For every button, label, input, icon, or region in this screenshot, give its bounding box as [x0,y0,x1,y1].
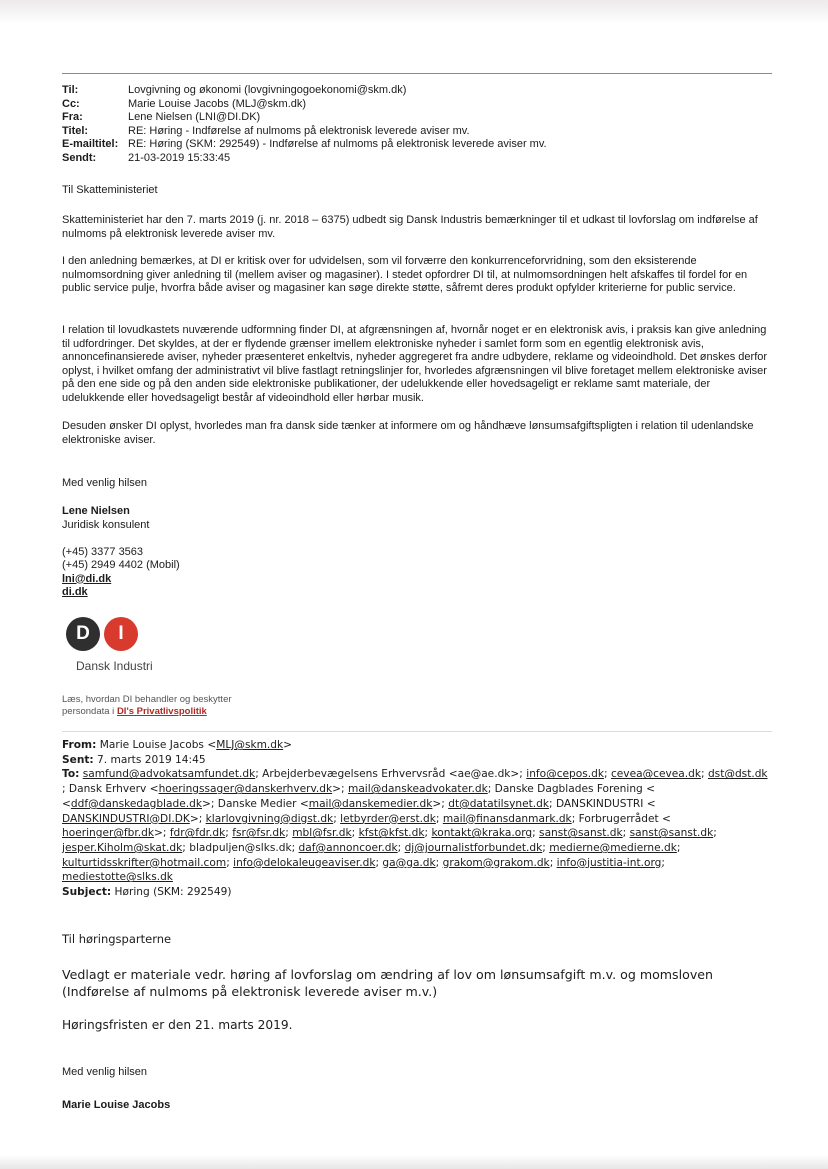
recipient-sep: ; Forbrugerrådet < [571,812,671,825]
recipient-sep: ; Arbejderbevægelsens Erhvervsråd <ae@ae.dk>; [255,768,527,781]
recipient-email[interactable]: mbl@fsr.dk [292,827,352,840]
recipient-email[interactable]: mail@finansdanmark.dk [442,812,572,825]
recipient-sep: ; Danske Dagblades Forening < [487,783,656,796]
recipient-email[interactable]: info@justitia-int.org [556,856,662,869]
recipient-sep: >; [332,783,348,796]
recipient-sep: ; Dansk Erhverv < [62,783,159,796]
recipient-email[interactable]: ga@ga.dk [382,856,436,869]
paragraph-text: Skatteministeriet har den 7. marts 2019 (j. nr. 2018 – 6375) udbedt sig Dansk Industris bemærkninger til et udkast til lovforslag om indførelse af nulmoms på elektronisk leverede aviser mv. [62,214,758,240]
scan-bottom-shadow [0,1155,828,1169]
recipient-email[interactable]: info@cepos.dk [526,768,605,781]
recipient-sep: < [62,797,71,810]
recipient-email[interactable]: m@skat.dk [123,841,183,854]
recipient-sep: >; [189,812,206,825]
fwd-subject-line [62,885,782,900]
header-row-mailtitle [62,138,782,152]
recipient-sep: >; [153,827,170,840]
recipient-sep: ; [333,812,341,825]
recipient-sep: ; [549,856,557,869]
header-row-cc [62,98,782,112]
di-logo [66,617,156,651]
letter-paragraph-1 [62,214,772,241]
fwd-sent-label: Sent: [62,753,94,766]
recipient-email[interactable]: fsr@fsr.dk [232,827,286,840]
recipient-sep: ; [713,827,717,840]
letter-paragraph-2 [62,255,772,296]
recipient-sep: ; bladpuljen@slks.dk; [182,841,299,854]
sent-value: 21-03-2019 15:33:45 [128,151,231,164]
recipient-sep: ; [661,856,665,869]
recipient-email[interactable]: medierne@medierne.dk [549,841,677,854]
recipient-sep: ; [622,827,630,840]
recipient-email[interactable]: kfst@kfst.dk [358,827,425,840]
recipient-email[interactable]: letbyrder@erst.dk [340,812,436,825]
fwd-subject-label: Subject: [62,886,112,899]
header-rule [62,73,772,74]
recipient-email[interactable]: fdr@fdr.dk [169,827,226,840]
logo-d-circle: D [66,617,100,651]
fwd-from-name: Marie Louise Jacobs < [96,739,217,751]
recipient-sep: ; [435,856,443,869]
letter-closing [62,477,772,490]
fwd-deadline-text: Høringsfristen er den 21. marts 2019. [62,1018,293,1032]
recipient-email[interactable]: info@delokaleugeaviser.dk [233,856,376,869]
closing-text: Med venlig hilsen [62,477,147,489]
fwd-body-text: Vedlagt er materiale vedr. høring af lovforslag om ændring af lov om lønsumsafgift m.v. og momsloven (Indførelse af nulmoms på elektronisk leverede aviser m.v.) [62,967,714,999]
signature-name: Lene Nielsen [62,505,130,517]
cc-value: Marie Louise Jacobs (MLJ@skm.dk) [128,97,307,110]
email-link[interactable]: lni@di.dk [62,572,112,585]
title-label: Titel: [62,124,89,137]
sent-label: Sendt: [62,151,97,164]
from-label: Fra: [62,111,83,123]
scan-top-shadow [0,0,828,24]
signature-title: Juridisk konsulent [62,518,150,531]
fwd-sent-line [62,753,782,768]
signature [62,505,772,532]
recipient-email[interactable]: sanst@sanst.dk [539,827,623,840]
recipient-sep: ; [701,768,708,781]
header-row-from [62,111,782,125]
recipient-email[interactable]: grakom@grakom.dk [442,856,550,869]
recipient-email[interactable]: klarlovgivning@digst.dk [205,812,334,825]
recipient-email[interactable]: cevea@cevea.dk [610,768,702,781]
forwarded-header [62,738,782,900]
recipient-email[interactable]: daf@annoncoer.dk [298,841,398,854]
fwd-signature-name: Marie Louise Jacobs [62,1099,171,1111]
recipient-email[interactable]: hoeringer@fbr.dk [62,827,154,840]
recipient-sep: ; [351,827,359,840]
to-label: Til: [62,84,79,96]
recipient-sep: ; [542,841,550,854]
logo-i-circle: I [104,617,138,651]
recipient-email[interactable]: dst@dst.dk [707,768,768,781]
fwd-closing [62,1066,772,1079]
logo-wordmark: Dansk Industri [76,659,153,673]
recipient-email[interactable]: mail@danskemedier.dk [308,797,433,810]
phone-office: (+45) 3377 3563 [62,546,144,558]
recipient-sep: ; [676,841,681,854]
fwd-from-email[interactable]: MLJ@skm.dk [216,739,284,751]
fwd-sent-value: 7. marts 2019 14:45 [93,753,206,766]
recipient-email[interactable]: sanst@sanst.dk [629,827,714,840]
fwd-closing-text: Med venlig hilsen [62,1066,147,1078]
cc-label: Cc: [62,97,80,110]
fwd-deadline [62,1018,782,1033]
letter-greeting [62,184,772,197]
privacy-notice [62,694,232,718]
fwd-to-label: To: [62,768,80,781]
privacy-line-1: Læs, hvordan DI behandler og beskytter [62,694,232,705]
recipient-email[interactable]: hoeringssager@danskerhverv.dk [158,783,333,796]
from-value: Lene Nielsen (LNI@DI.DK) [128,111,261,123]
recipient-email[interactable]: mediestotte@slks.dk [62,871,173,884]
privacy-policy-link[interactable]: DI's Privatlivspolitik [116,705,207,717]
recipient-sep: ; [532,827,540,840]
recipient-sep: >; [432,797,449,810]
letter-paragraph-4 [62,420,772,447]
recipient-sep: ; [604,768,611,781]
recipient-sep: ; [435,812,443,825]
fwd-body [62,966,774,1000]
recipient-email[interactable]: kontakt@kraka.org [431,827,533,840]
privacy-prefix: persondata i [62,705,117,717]
recipient-email[interactable]: dj@journalistforbundet.dk [404,841,543,854]
recipient-sep: >; Danske Medier < [201,797,309,810]
recipient-email[interactable]: ddf@danskedagblade.dk [70,797,202,810]
recipient-sep: ; [226,856,234,869]
fwd-from-close: > [283,739,293,751]
greeting-text: Til Skatteministeriet [62,184,158,196]
privacy-line-2 [62,706,232,718]
recipient-email[interactable]: kulturtidsskrifter@hotmail.com [62,856,227,869]
fwd-from-label: From: [62,739,97,751]
mailtitle-value: RE: Høring (SKM: 292549) - Indførelse af nulmoms på elektronisk leverede aviser mv. [128,138,547,150]
to-value: Lovgivning og økonomi (lovgivningogoekonomi@skm.dk) [128,84,407,96]
fwd-greeting-text: Til høringsparterne [62,932,172,946]
fwd-to-line [62,767,782,885]
recipient-email[interactable]: samfund@advokatsamfundet.dk [82,768,256,781]
paragraph-text: Desuden ønsker DI oplyst, hvorledes man fra dansk side tænker at informere om og håndhæve lønsumsafgiftspligten i relation til udenlandske elektroniske aviser. [62,420,754,446]
recipient-email[interactable]: DANSKINDUSTRI@DI.DK [62,812,190,825]
mailtitle-label: E-mailtitel: [62,138,119,150]
letter-paragraph-3 [62,324,772,406]
fwd-signature [62,1099,772,1112]
header-row-title [62,125,782,139]
recipient-sep: ; [375,856,383,869]
contact-info [62,546,772,600]
recipient-email[interactable]: dt@datatilsynet.dk [448,797,550,810]
header-row-sent [62,152,782,166]
paragraph-text: I relation til lovudkastets nuværende udformning finder DI, at afgrænsningen af, hvornår noget er en elektronisk avis, i praksis kan give anledning til udfordringer. Det skyldes, at der er flydende grænser imellem elektroniske nyheder i samlet form som en egentlig elektronisk avis, annoncefinansierede aviser, nyheder præsenteret enkeltvis, nyheder aggregeret fra andre udbydere, reklame og videoindhold. Det ønskes derfor oplyst, i hvilket omfang der administrativt vil blive fastlagt retningslinjer for, hvorledes afgrænsningen vil blive foretaget mellem elektroniske aviser på den ene side og på den anden side elektroniske publikationer, der udelukkende eller hovedsageligt er reklame samt materiale, der udelukkende eller hovedsageligt består af videoindhold eller hørbar musik. [62,324,768,404]
paragraph-text: I den anledning bemærkes, at DI er kritisk over for udvidelsen, som vil forværre den konkurrenceforvridning, som den eksisterende nulmomsordning giver anledning til (mellem aviser og magasiner). I stedet opfordrer DI til, at nulmomsordningen helt afskaffes til fordel for en public service pulje, hvorfra både aviser og magasiner kan søge direkte støtte, såfremt deres produkt opfylder kriterierne for public service. [62,255,748,295]
recipient-email[interactable]: mail@danskeadvokater.dk [348,783,488,796]
fwd-from-line [62,738,782,753]
recipient-sep: ; DANSKINDUSTRI < [549,797,656,810]
fwd-subject-value: Høring (SKM: 292549) [111,886,232,899]
email-header [62,84,782,165]
recipient-sep: ; [285,827,293,840]
phone-mobile: (+45) 2949 4402 (Mobil) [62,559,180,572]
header-row-to [62,84,782,98]
recipient-sep: ; [397,841,405,854]
title-value: RE: Høring - Indførelse af nulmoms på elektronisk leverede aviser mv. [128,124,470,137]
recipient-sep: ; [424,827,432,840]
recipient-email[interactable]: jesper.Kihol [62,841,124,854]
recipient-sep: ; [225,827,233,840]
website-link[interactable]: di.dk [62,586,88,599]
forward-divider [62,731,772,732]
fwd-greeting [62,933,782,947]
